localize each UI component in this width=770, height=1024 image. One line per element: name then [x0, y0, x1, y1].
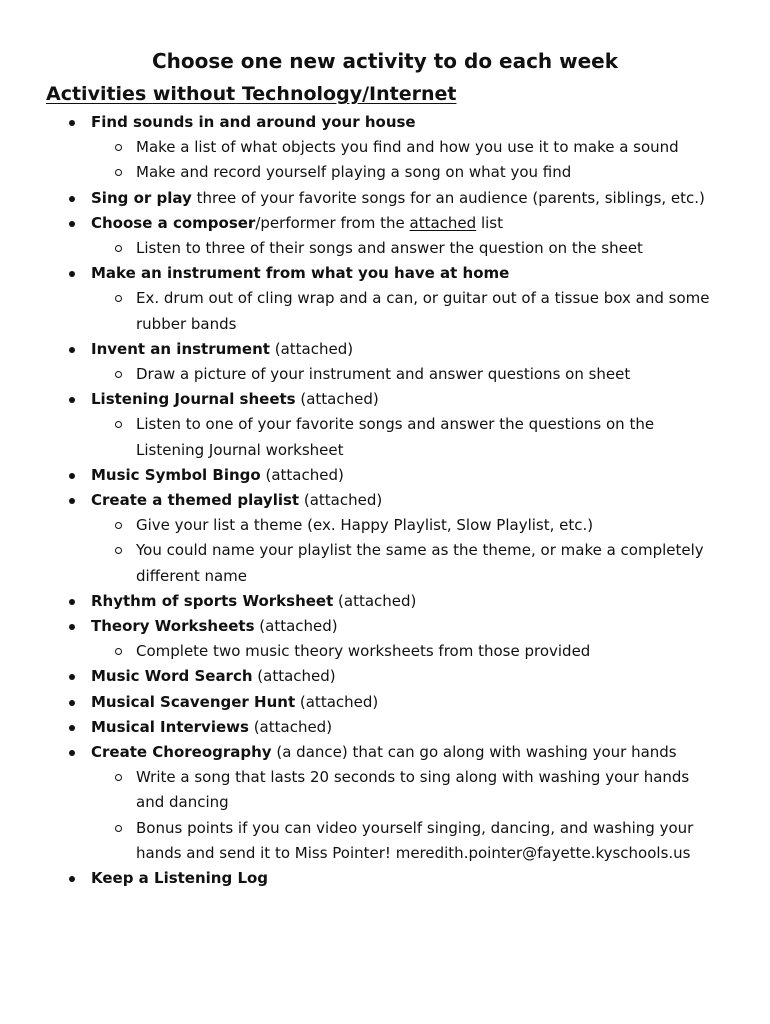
activity-subitem: Complete two music theory worksheets from those provided [136, 639, 720, 664]
section-heading [46, 80, 456, 108]
activity-subitem: Make and record yourself playing a song on what you find [136, 160, 720, 185]
activity-item [0, 715, 770, 740]
section-heading-prefix: Activities [46, 83, 153, 105]
activity-sublist [91, 135, 720, 185]
activity-subitem: Listen to one of your favorite songs and answer the questions on the Listening Journal worksheet [136, 412, 720, 462]
activity-item [0, 463, 770, 488]
activity-title: Keep a Listening Log [91, 869, 269, 888]
activity-text: (attached) [260, 465, 344, 484]
activity-text: (attached) [295, 692, 379, 711]
activity-subitem: You could name your playlist the same as the theme, or make a completely different name [136, 538, 720, 588]
activity-title: Choose a composer [91, 213, 256, 232]
activity-text: (attached) [248, 717, 333, 736]
activity-subitem: Give your list a theme (ex. Happy Playlist, Slow Playlist, etc.) [136, 513, 720, 538]
activity-text: (attached) [299, 491, 383, 510]
activity-title: Listening Journal sheets [91, 390, 296, 409]
attached-link[interactable]: attached [409, 213, 477, 232]
activity-item [0, 664, 770, 689]
activity-title: Sing or play [91, 188, 192, 207]
section-heading-emphasis: without [152, 83, 236, 105]
activity-title: Invent an instrument [91, 339, 270, 358]
activity-item [0, 866, 770, 891]
activity-item [0, 186, 770, 211]
activity-sublist [91, 639, 720, 664]
activity-text: (attached) [333, 591, 417, 610]
activity-subitem: Ex. drum out of cling wrap and a can, or guitar out of a tissue box and some rubber bands [136, 286, 720, 336]
activity-list [0, 110, 770, 891]
activity-title: Rhythm of sports Worksheet [91, 591, 334, 610]
activity-item [0, 488, 770, 589]
activity-sublist [91, 513, 720, 589]
activity-title: Music Word Search [91, 667, 253, 686]
activity-title: Create Choreography [91, 743, 272, 762]
activity-item [0, 614, 770, 664]
section-heading-suffix: Technology/Internet [235, 83, 457, 105]
activity-title: Create a themed playlist [91, 491, 300, 510]
activity-subitem: Make a list of what objects you find and how you use it to make a sound [136, 135, 720, 160]
activity-item [0, 211, 770, 261]
activity-sublist [91, 362, 720, 387]
page-title: Choose one new activity to do each week [151, 49, 619, 73]
activity-text: list [476, 213, 503, 232]
activity-item [0, 690, 770, 715]
activity-subitem: Write a song that lasts 20 seconds to sing along with washing your hands and dancing [136, 765, 720, 815]
activity-text: (attached) [269, 339, 354, 358]
activity-item [0, 337, 770, 387]
activity-title: Theory Worksheets [91, 617, 255, 636]
activity-item [0, 740, 770, 866]
activity-subitem: Draw a picture of your instrument and answer questions on sheet [136, 362, 720, 387]
activity-sublist [91, 236, 720, 261]
activity-subitem: Bonus points if you can video yourself singing, dancing, and washing your hands and send it to Miss Pointer! meredith.pointer@fayette.kyschools.us [136, 816, 720, 866]
activity-sublist [91, 765, 720, 866]
activity-item [0, 589, 770, 614]
activity-sublist [91, 412, 720, 462]
activity-text: (a dance) that can go along with washing your hands [271, 743, 677, 762]
activity-text: /performer from the [255, 213, 410, 232]
activity-text: (attached) [295, 390, 379, 409]
activity-title: Find sounds in and around your house [91, 113, 416, 131]
activity-text: (attached) [254, 617, 338, 636]
activity-title: Musical Interviews [91, 717, 249, 736]
activity-text: (attached) [252, 667, 336, 686]
activity-title: Make an instrument from what you have at home [91, 264, 510, 283]
activity-item [0, 261, 770, 337]
activity-item [0, 110, 770, 186]
activity-title: Musical Scavenger Hunt [91, 692, 296, 711]
activity-sublist [91, 286, 720, 336]
activity-text: three of your favorite songs for an audience (parents, siblings, etc.) [191, 188, 705, 207]
activity-title: Music Symbol Bingo [91, 465, 261, 484]
section-heading-underlined [46, 83, 456, 105]
activity-subitem: Listen to three of their songs and answer the question on the sheet [136, 236, 720, 261]
activity-item [0, 387, 770, 463]
